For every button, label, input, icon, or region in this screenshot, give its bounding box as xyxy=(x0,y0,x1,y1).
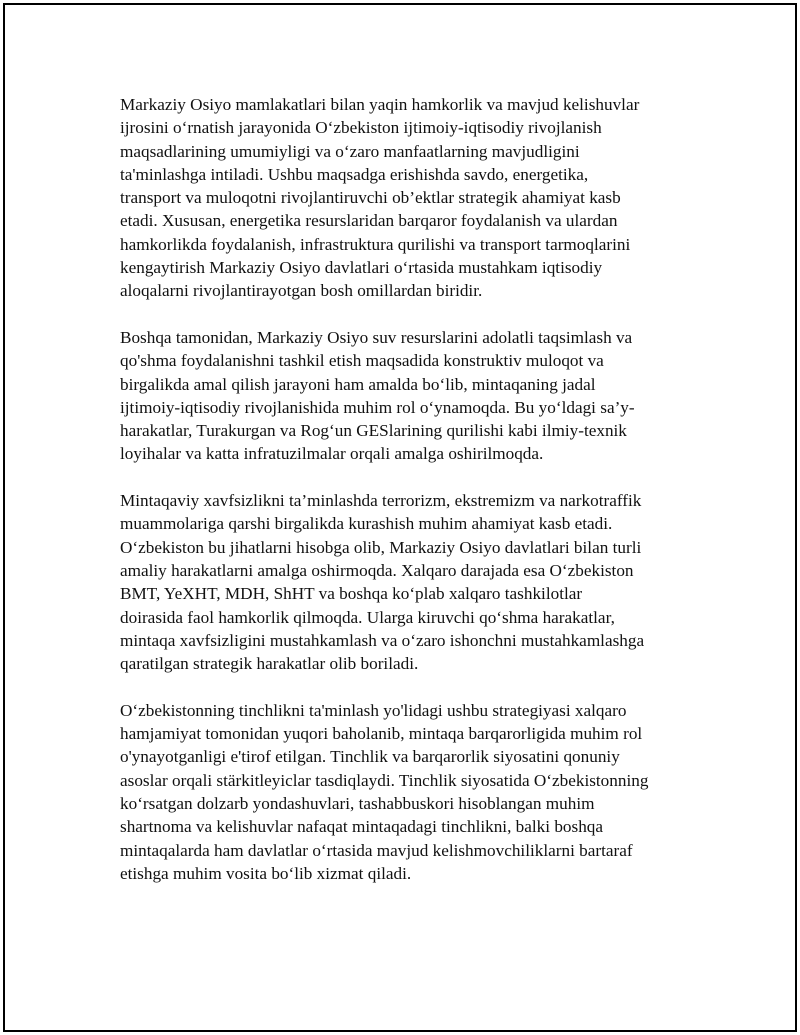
text-line: ijtimoiy-iqtisodiy rivojlanishida muhim rol o‘ynamoqda. Bu yo‘ldagi sa’y- xyxy=(120,397,635,417)
text-line: mintaqalarda ham davlatlar o‘rtasida mavjud kelishmovchiliklarni bartaraf xyxy=(120,840,633,860)
text-line: shartnoma va kelishuvlar nafaqat mintaqadagi tinchlikni, balki boshqa xyxy=(120,817,604,837)
text-line: ta'minlashga intiladi. Ushbu maqsadga erishishda savdo, energetika, xyxy=(120,164,589,184)
text-line: birgalikda amal qilish jarayoni ham amalda bo‘lib, mintaqaning jadal xyxy=(120,374,596,394)
page-frame xyxy=(3,3,797,1032)
text-line: hamjamiyat tomonidan yuqori baholanib, mintaqa barqarorligida muhim rol xyxy=(120,724,643,744)
text-line: o'ynayotganligi e'tirof etilgan. Tinchlik va barqarorlik siyosatini qonuniy xyxy=(120,747,620,767)
text-line: muammolariga qarshi birgalikda kurashish muhim ahamiyat kasb etadi. xyxy=(120,514,613,534)
paragraph-3 xyxy=(120,489,700,675)
text-line: Mintaqaviy xavfsizlikni ta’minlashda terrorizm, ekstremizm va narkotraffik xyxy=(120,491,642,511)
text-line: Boshqa tamonidan, Markaziy Osiyo suv resurslarini adolatli taqsimlash va xyxy=(120,327,633,347)
text-line: Markaziy Osiyo mamlakatlari bilan yaqin hamkorlik va mavjud kelishuvlar xyxy=(120,95,640,114)
text-line: O‘zbekiston bu jihatlarni hisobga olib, Markaziy Osiyo davlatlari bilan turli xyxy=(120,537,642,557)
text-line: qaratilgan strategik harakatlar olib boriladi. xyxy=(120,654,419,674)
paragraph-4 xyxy=(120,699,700,885)
text-line: harakatlar, Turakurgan va Rog‘un GESlarining qurilishi kabi ilmiy-texnik xyxy=(120,421,627,441)
text-line: ijrosini o‘rnatish jarayonida O‘zbekiston ijtimoiy-iqtisodiy rivojlanish xyxy=(120,118,602,138)
text-line: asoslar orqali stärkitleyiclar tasdiqlaydi. Tinchlik siyosatida O‘zbekistonning xyxy=(120,770,649,790)
paragraph-2 xyxy=(120,326,700,466)
text-line: qo'shma foydalanishni tashkil etish maqsadida konstruktiv muloqot va xyxy=(120,351,604,371)
text-line: loyihalar va katta infratuzilmalar orqali amalga oshirilmoqda. xyxy=(120,444,544,464)
text-line: etadi. Xususan, energetika resurslaridan barqaror foydalanish va ulardan xyxy=(120,211,618,231)
paragraph-1 xyxy=(120,93,700,303)
document-body xyxy=(120,93,700,908)
text-line: mintaqa xavfsizligini mustahkamlash va o‘zaro ishonchni mustahkamlashga xyxy=(120,630,645,650)
text-line: amaliy harakatlarni amalga oshirmoqda. Xalqaro darajada esa O‘zbekiston xyxy=(120,560,634,580)
text-line: doirasida faol hamkorlik qilmoqda. Ularga kiruvchi qo‘shma harakatlar, xyxy=(120,607,615,627)
text-line: ko‘rsatgan dolzarb yondashuvlari, tashabbuskori hisoblangan muhim xyxy=(120,793,595,813)
text-line: transport va muloqotni rivojlantiruvchi ob’ektlar strategik ahamiyat kasb xyxy=(120,188,621,208)
text-line: hamkorlikda foydalanish, infrastruktura qurilishi va transport tarmoqlarini xyxy=(120,234,631,254)
text-line: maqsadlarining umumiyligi va o‘zaro manfaatlarning mavjudligini xyxy=(120,141,580,161)
text-line: O‘zbekistonning tinchlikni ta'minlash yo'lidagi ushbu strategiyasi xalqaro xyxy=(120,700,627,720)
text-line: kengaytirish Markaziy Osiyo davlatlari o‘rtasida mustahkam iqtisodiy xyxy=(120,258,603,278)
text-line: aloqalarni rivojlantirayotgan bosh omillardan biridir. xyxy=(120,281,483,301)
text-line: etishga muhim vosita bo‘lib xizmat qiladi. xyxy=(120,863,412,883)
text-line: BMT, YeXHT, MDH, ShHT va boshqa ko‘plab xalqaro tashkilotlar xyxy=(120,584,583,604)
